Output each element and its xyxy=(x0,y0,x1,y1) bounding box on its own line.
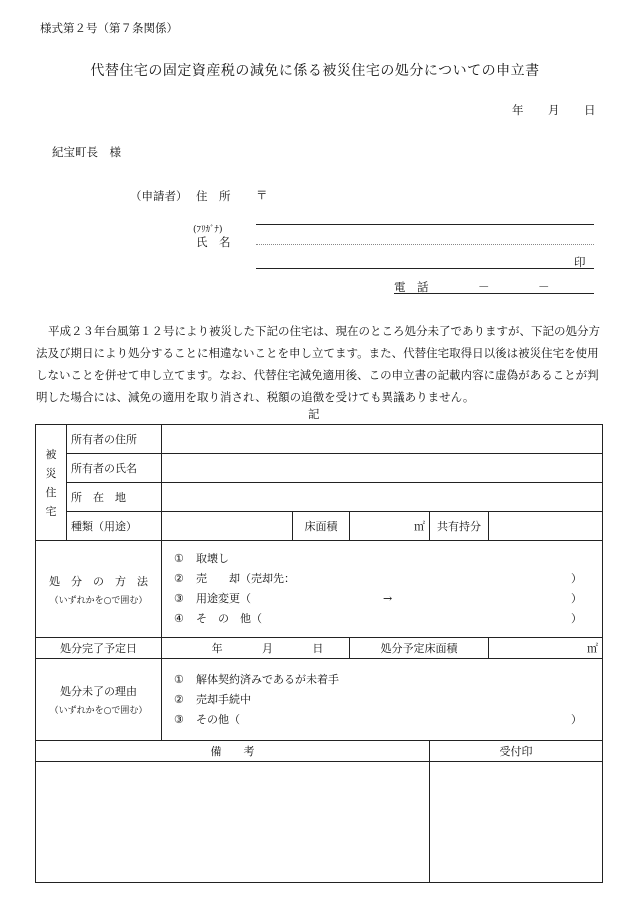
completion-date-label: 処分完了予定日 xyxy=(36,638,162,659)
reason-option-selling[interactable]: ② 売却手続中 xyxy=(174,692,251,706)
house-group-label: 被災住宅 xyxy=(36,425,67,541)
name-line xyxy=(256,268,594,269)
planned-area-unit: ㎡ xyxy=(587,642,598,655)
completion-day: 日 xyxy=(312,642,324,655)
type-label: 種類（用途） xyxy=(67,512,162,541)
reason-option-contracted[interactable]: ① 解体契約済みであるが未着手 xyxy=(174,672,339,686)
planned-area-field[interactable] xyxy=(489,638,603,659)
form-number: 様式第２号（第７条関係） xyxy=(40,21,178,35)
reason-label-cell xyxy=(36,659,162,741)
postal-mark: 〒 xyxy=(256,188,268,202)
remarks-header: 備 考 xyxy=(36,741,430,762)
receipt-stamp-header: 受付印 xyxy=(430,741,603,762)
date-year: 年 xyxy=(512,103,524,117)
reason-note: （いずれかを○で囲む） xyxy=(49,706,148,716)
reason-option-other[interactable]: ③ その他（ ） xyxy=(174,712,582,726)
method-option-other[interactable]: ④ そ の 他（ ） xyxy=(174,612,582,625)
furigana-label: (ﾌﾘｶﾞﾅ) xyxy=(193,225,223,235)
statement-text: 平成２３年台風第１２号により被災した下記の住宅は、現在のところ処分未了でありますが、下記の処分方法及び期日により処分することに相違ないことを申し立てます。また、代替住宅取得日以後は被災住宅を使用しないことを併せて申し立てます。なお、代替住宅減免適用後、この申立書の記載内容に虚偽があることが判明した場合には、減免の適用を取り消され、税額の追徴を受けても異議ありません。 xyxy=(36,324,600,404)
method-label-cell xyxy=(36,541,162,638)
date-month: 月 xyxy=(548,103,560,117)
disposal-table xyxy=(35,424,603,883)
owner-address-label: 所有者の住所 xyxy=(67,425,162,454)
furigana-line xyxy=(256,244,594,245)
location-field[interactable] xyxy=(162,483,603,512)
phone-dash: － xyxy=(478,280,490,294)
method-option-sale[interactable]: ② 売 却（売却先： ） xyxy=(174,572,582,585)
floor-area-field[interactable] xyxy=(350,512,430,541)
receipt-stamp-field xyxy=(430,762,603,883)
address-line xyxy=(256,224,594,225)
name-label: 氏 名 xyxy=(196,235,231,249)
method-option-demolish[interactable]: ① 取壊し xyxy=(174,552,229,565)
location-label: 所 在 地 xyxy=(67,483,162,512)
method-label: 処 分 の 方 法 xyxy=(49,574,148,588)
completion-month: 月 xyxy=(261,642,273,655)
phone-label: 電 話 xyxy=(394,280,429,294)
owner-name-field[interactable] xyxy=(162,454,603,483)
phone-line xyxy=(394,293,594,294)
method-option-change-use[interactable]: ③ 用途変更（ → ） xyxy=(174,592,582,605)
completion-year: 年 xyxy=(211,642,223,655)
ki-heading: 記 xyxy=(308,407,320,421)
addressee: 紀宝町長 様 xyxy=(52,145,121,159)
floor-area-label: 床面積 xyxy=(293,512,350,541)
page-title: 代替住宅の固定資産税の減免に係る被災住宅の処分についての申立書 xyxy=(90,63,540,79)
type-field[interactable] xyxy=(162,512,293,541)
address-label: 住 所 xyxy=(196,189,231,203)
reason-options xyxy=(162,659,603,741)
seal-mark: 印 xyxy=(574,255,586,269)
completion-date-field[interactable] xyxy=(162,638,350,659)
reason-label: 処分未了の理由 xyxy=(60,685,137,698)
sqm-unit: ㎡ xyxy=(414,520,425,533)
method-options xyxy=(162,541,603,638)
applicant-label: （申請者） xyxy=(130,189,188,203)
method-note: （いずれかを○で囲む） xyxy=(49,595,148,606)
date-day: 日 xyxy=(584,103,596,117)
planned-area-label: 処分予定床面積 xyxy=(350,638,489,659)
owner-address-field[interactable] xyxy=(162,425,603,454)
phone-dash: － xyxy=(538,280,550,294)
remarks-field[interactable] xyxy=(36,762,430,883)
owner-name-label: 所有者の氏名 xyxy=(67,454,162,483)
shared-label: 共有持分 xyxy=(430,512,489,541)
shared-field[interactable] xyxy=(489,512,603,541)
